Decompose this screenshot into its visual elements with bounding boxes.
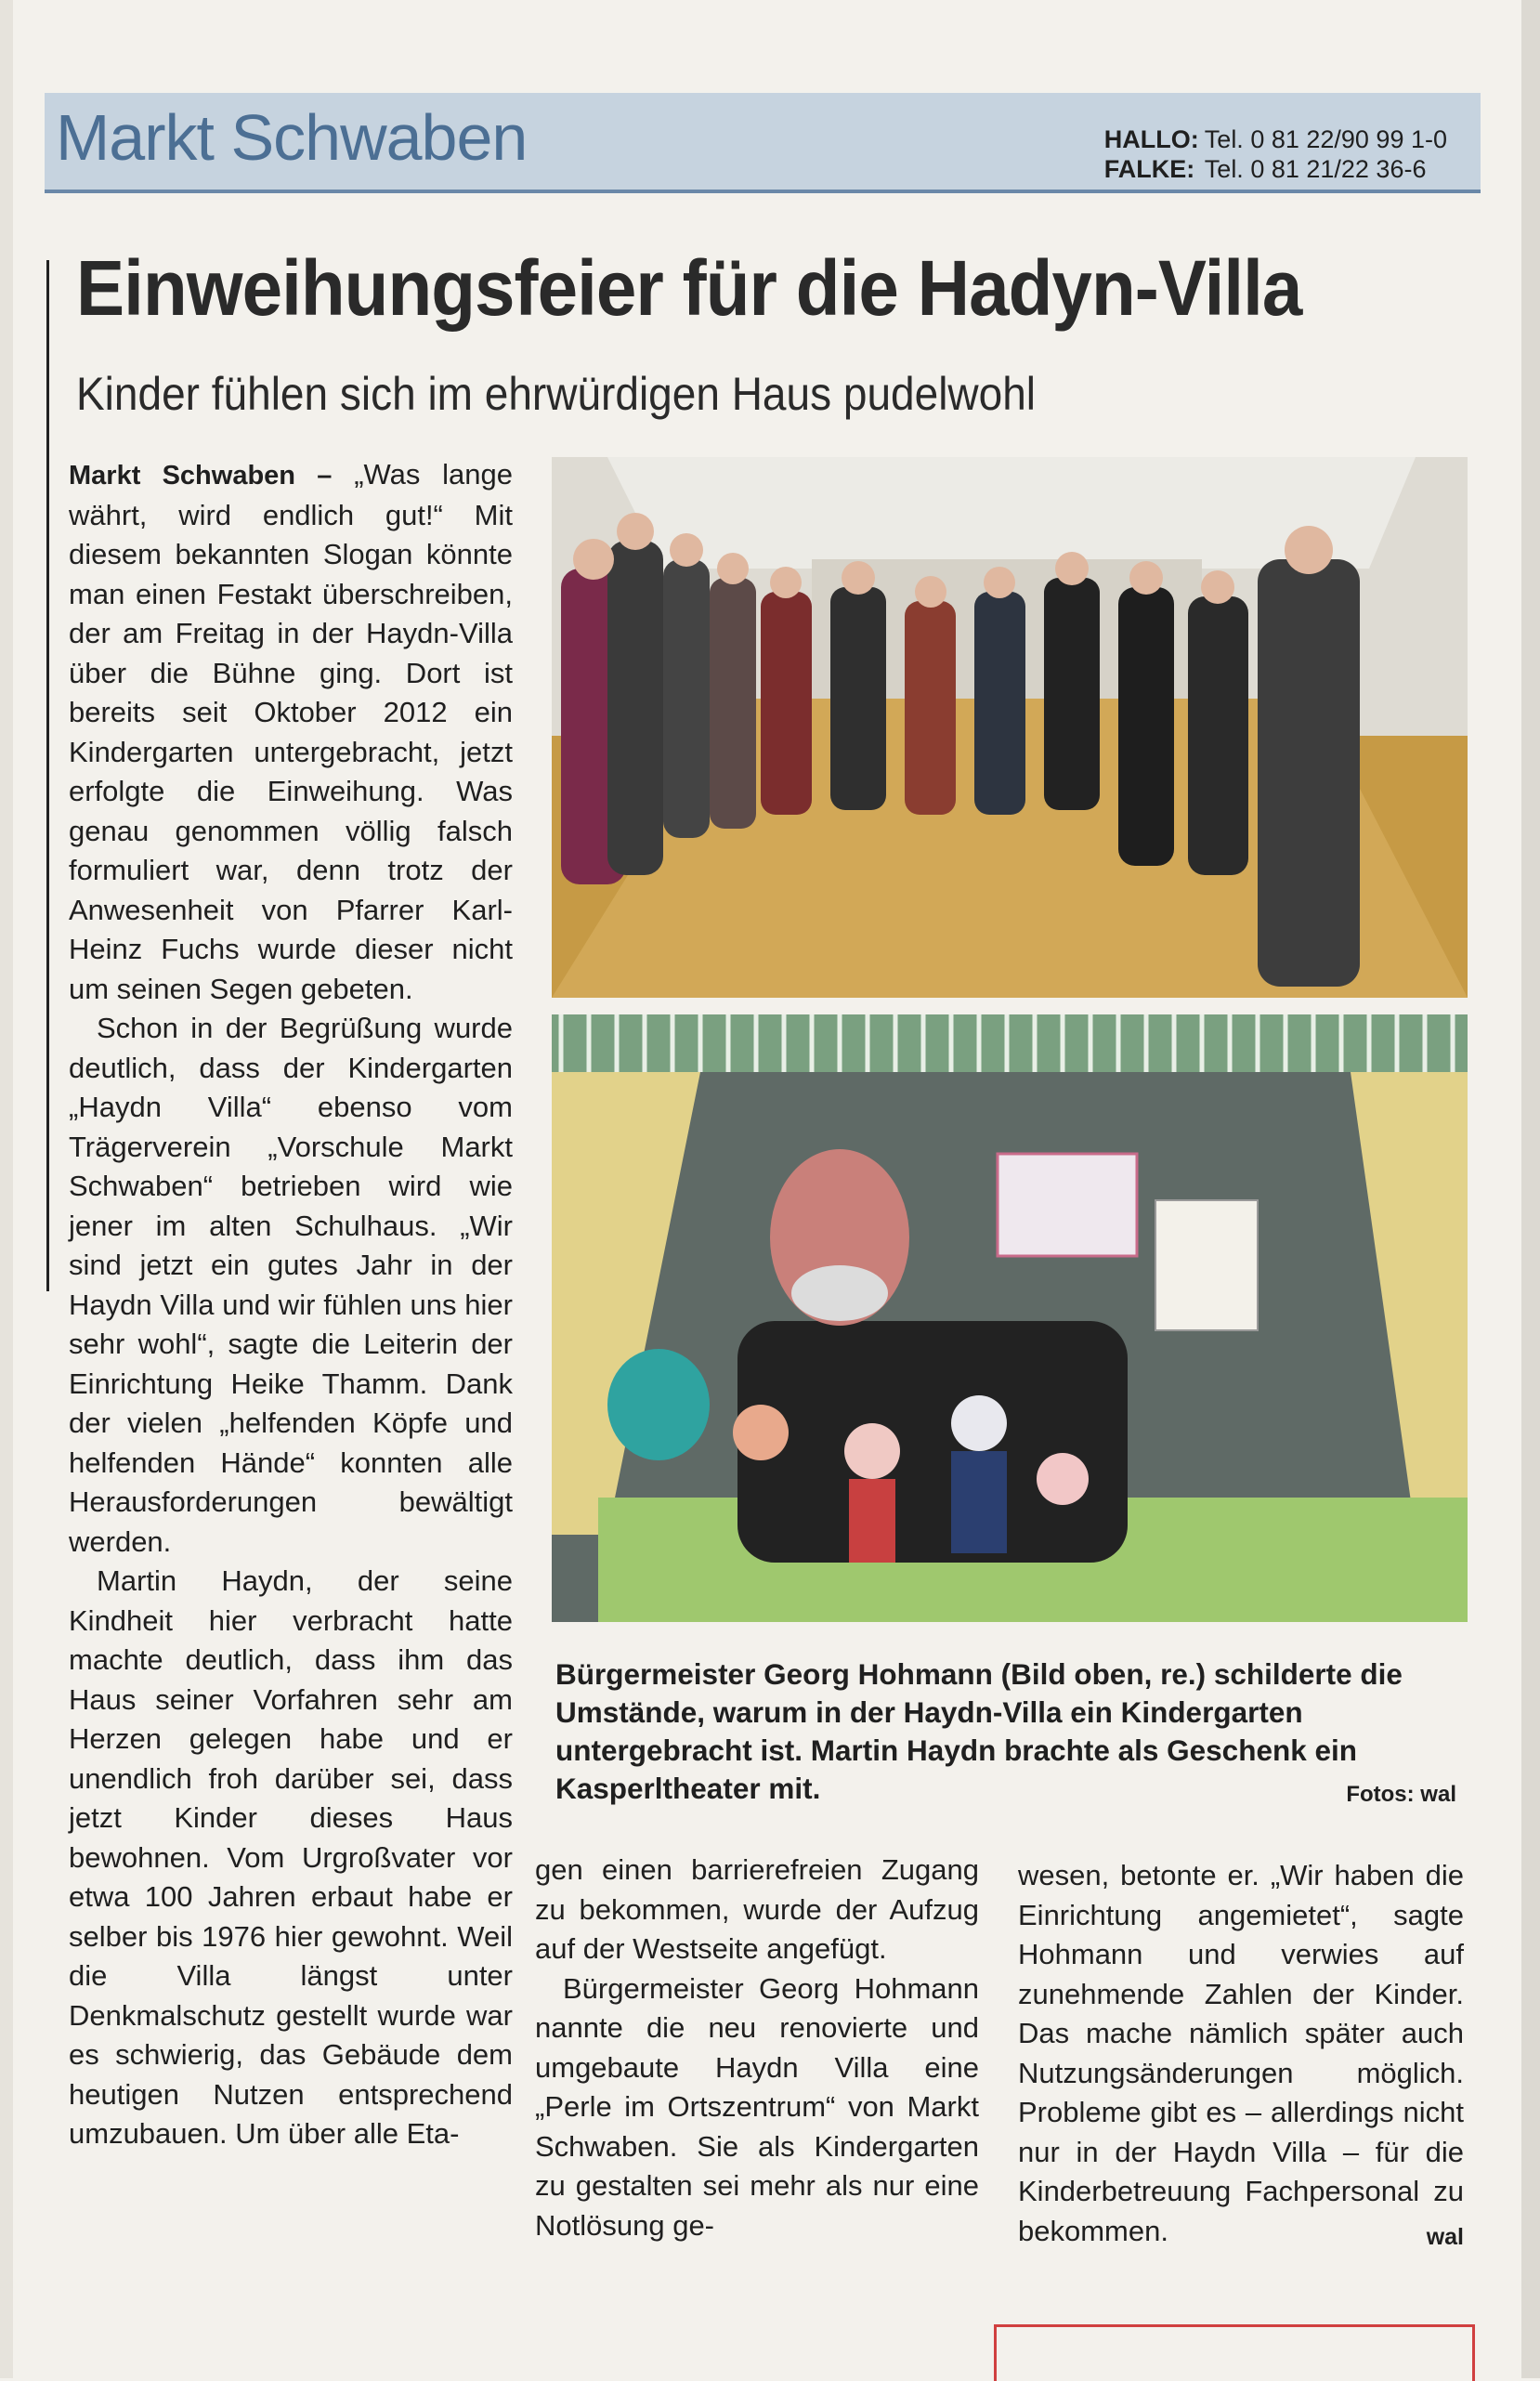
paragraph: Schon in der Begrüßung wurde deutlich, dass der Kindergarten „Haydn Villa“ ebenso vom Trägerverein „Vorschule Markt Schwaben“ betrieben wird wie jener im alten Schulhaus. „Wir sind jetzt ein gutes Jahr in der Haydn Villa und wir fühlen uns hier sehr wohl“, sagte die Leiterin der Einrichtung Heike Thamm. Dank der vielen „helfenden Köpfe und helfenden Hände“ konnten alle Herausforderungen bewältigt werden. [69,1012,513,1558]
subheadline: Kinder fühlen sich im ehrwürdigen Haus pudelwohl [76,368,1037,420]
article-column-2 [535,1851,979,2245]
section-header-band [45,93,1481,193]
section-title: Markt Schwaben [56,101,528,174]
contact-line-falke [1104,154,1447,184]
photo-ceremony-image [552,457,1468,998]
photo-credit: Fotos: wal [1346,1782,1456,1807]
dateline: Markt Schwaben – [69,461,333,491]
contact-info [1104,124,1447,184]
contact-line-hallo [1104,124,1447,154]
left-column-rule [46,260,49,1291]
article-column-1 [69,455,513,2154]
contact-number: Tel. 0 81 21/22 36-6 [1204,155,1427,183]
photo-group-ceremony [552,457,1468,998]
contact-label: FALKE: [1103,155,1195,183]
paragraph: Bürgermeister Georg Hohmann nannte die neu renovierte und umgebaute Haydn Villa eine „Perle im Ortszentrum“ von Markt Schwaben. Sie als Kindergarten zu gestalten sei mehr als nur eine Notlösung ge- [535,1971,979,2242]
paragraph [69,455,513,1009]
paragraph-text: wesen, betonte er. „Wir haben die Einrichtung angemietet“, sagte Hohmann und verwies auf zunehmende Zahlen der Kinder. Das mache nämlich später auch Nutzungsänderungen möglich. Probleme gibt es – allerdings nicht nur in der Haydn Villa – für die Kinderbetreuung Fachpersonal zu bekommen. [1018,1859,1464,2247]
photo-puppet-theater-image [552,1014,1468,1622]
red-box-edge [994,2324,1475,2381]
photo-puppet-theater [552,1014,1468,1622]
paragraph: Martin Haydn, der seine Kindheit hier verbracht hatte machte deutlich, dass ihm das Haus seiner Vorfahren sehr am Herzen gelegen habe und er unendlich froh darüber sei, dass jetzt Kinder dieses Haus bewohnen. Vom Urgroßvater vor etwa 100 Jahren erbaut habe er selber bis 1976 hier gewohnt. Weil die Villa längst unter Denkmalschutz gestellt wurde war es schwierig, das Gebäude dem heutigen Nutzen entsprechend umzubauen. Um über alle Eta- [69,1564,513,2150]
author-signature: wal [1426,2223,1464,2250]
article-column-3 [1018,1856,1464,2257]
scan-edge-right [1521,0,1540,2378]
scan-edge-left [0,0,13,2378]
photo-caption: Bürgermeister Georg Hohmann (Bild oben, re.) schilderte die Umstände, warum in der Haydn-Villa ein Kindergarten untergebracht ist. Martin Haydn brachte als Geschenk ein Kasperltheater mit. [555,1657,1403,1805]
paragraph-text: „Was lange währt, wird endlich gut!“ Mit diesem bekannten Slogan könnte man einen Festakt überschreiben, der am Freitag in der Haydn-Villa über die Bühne ging. Dort ist bereits seit Oktober 2012 ein Kindergarten untergebracht, jetzt erfolgte die Einweihung. Was genau genommen völlig falsch formuliert war, denn trotz der Anwesenheit von Pfarrer Karl-Heinz Fuchs wurde dieser nicht um seinen Segen gebeten. [69,458,513,1005]
contact-number: Tel. 0 81 22/90 99 1-0 [1204,125,1447,153]
contact-label: HALLO: [1103,125,1199,153]
paragraph: gen einen barrierefreien Zugang zu bekommen, wurde der Aufzug auf der Westseite angefügt. [535,1853,979,1965]
paragraph [1018,1856,1464,2251]
headline: Einweihungsfeier für die Hadyn-Villa [76,244,1302,332]
